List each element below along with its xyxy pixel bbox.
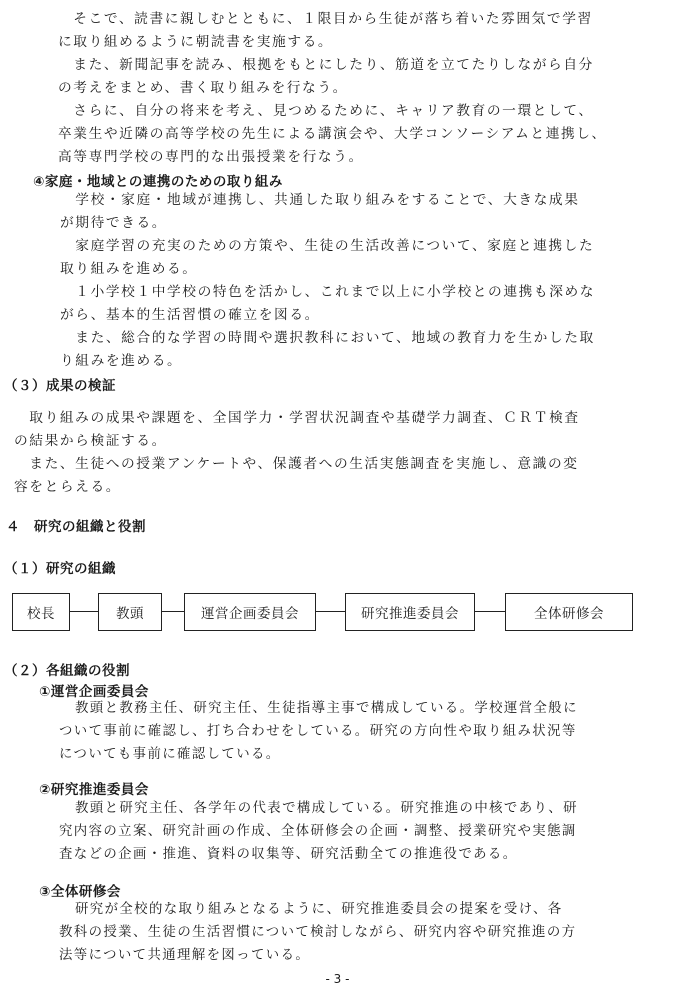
role-description: [59, 797, 578, 866]
role-title-all-staff-training: ③全体研修会: [39, 884, 121, 900]
org-box-vice-principal: 教頭: [98, 593, 162, 631]
text-line: 教頭と教務主任、研究主任、生徒指導主事で構成している。学校運営全般に: [75, 701, 578, 716]
role-description: [59, 697, 578, 766]
text-line: に取り組めるように朝読書を実施する。: [58, 34, 334, 50]
text-line: 査などの企画・推進、資料の収集等、研究活動全ての推進役である。: [59, 847, 518, 862]
section-heading-verification: （３）成果の検証: [4, 378, 116, 394]
chapter-heading: ４ 研究の組織と役割: [6, 519, 146, 535]
text-line: 容をとらえる。: [14, 479, 122, 495]
text-line: また、総合的な学習の時間や選択教科において、地域の教育力を生かした取: [60, 330, 595, 346]
text-line: 家庭学習の充実のための方策や、生徒の生活改善について、家庭と連携した: [60, 238, 595, 254]
text-line: また、新聞記事を読み、根拠をもとにしたり、筋道を立てたりしながら自分: [58, 57, 594, 73]
text-line: り組みを進める。: [60, 353, 183, 369]
text-line: 法等について共通理解を図っている。: [59, 948, 311, 963]
text-line: 卒業生や近隣の高等学校の先生による講演会や、大学コンソーシアムと連携し、: [58, 126, 607, 142]
org-box-all-staff-training: 全体研修会: [505, 593, 633, 631]
section-heading-roles: （２）各組織の役割: [4, 663, 130, 679]
text-line: の考えをまとめ、書く取り組みを行なう。: [58, 80, 348, 96]
section-heading-organization: （１）研究の組織: [4, 561, 116, 577]
text-line: さらに、自分の将来を考え、見つめるために、キャリア教育の一環として、: [58, 103, 594, 119]
text-line: 高等専門学校の専門的な出張授業を行なう。: [58, 149, 364, 165]
org-connector: [475, 611, 505, 612]
section-heading-family-community: ④家庭・地域との連携のための取り組み: [33, 174, 283, 190]
text-line: の結果から検証する。: [14, 433, 167, 449]
org-connector: [162, 611, 184, 612]
org-connector: [70, 611, 98, 612]
text-line: についても事前に確認している。: [59, 747, 281, 762]
org-box-principal: 校長: [12, 593, 70, 631]
org-connector: [316, 611, 345, 612]
role-description: [59, 898, 577, 967]
text-line: 研究が全校的な取り組みとなるように、研究推進委員会の提案を受け、各: [75, 902, 563, 917]
text-line: 究内容の立案、研究計画の作成、全体研修会の企画・調整、授業研究や実態調: [59, 824, 577, 839]
role-title-planning-committee: ①運営企画委員会: [39, 684, 149, 700]
family-community-paragraph: [60, 189, 595, 373]
text-line: １小学校１中学校の特色を活かし、これまで以上に小学校との連携も深めな: [60, 284, 596, 300]
text-line: また、生徒への授業アンケートや、保護者への生活実態調査を実施し、意識の変: [14, 456, 579, 472]
role-title-research-committee: ②研究推進委員会: [39, 782, 149, 798]
org-box-research-committee: 研究推進委員会: [345, 593, 475, 631]
org-box-planning-committee: 運営企画委員会: [184, 593, 316, 631]
text-line: 取り組みの成果や課題を、全国学力・学習状況調査や基礎学力調査、ＣＲＴ検査: [14, 410, 580, 426]
text-line: が期待できる。: [60, 215, 168, 231]
text-line: 学校・家庭・地域が連携し、共通した取り組みをすることで、大きな成果: [60, 192, 580, 208]
text-line: がら、基本的生活習慣の確立を図る。: [60, 307, 320, 323]
page-number: - 3 -: [325, 972, 350, 986]
text-line: 教頭と研究主任、各学年の代表で構成している。研究推進の中核であり、研: [75, 801, 578, 816]
text-line: 取り組みを進める。: [60, 261, 198, 277]
verification-paragraph: [14, 407, 580, 499]
text-line: ついて事前に確認し、打ち合わせをしている。研究の方向性や取り組み状況等: [59, 724, 577, 739]
text-line: そこで、読書に親しむとともに、１限目から生徒が落ち着いた雰囲気で学習: [58, 11, 593, 27]
text-line: 教科の授業、生徒の生活習慣について検討しながら、研究内容や研究推進の方: [59, 925, 577, 940]
intro-paragraph: [58, 8, 607, 169]
